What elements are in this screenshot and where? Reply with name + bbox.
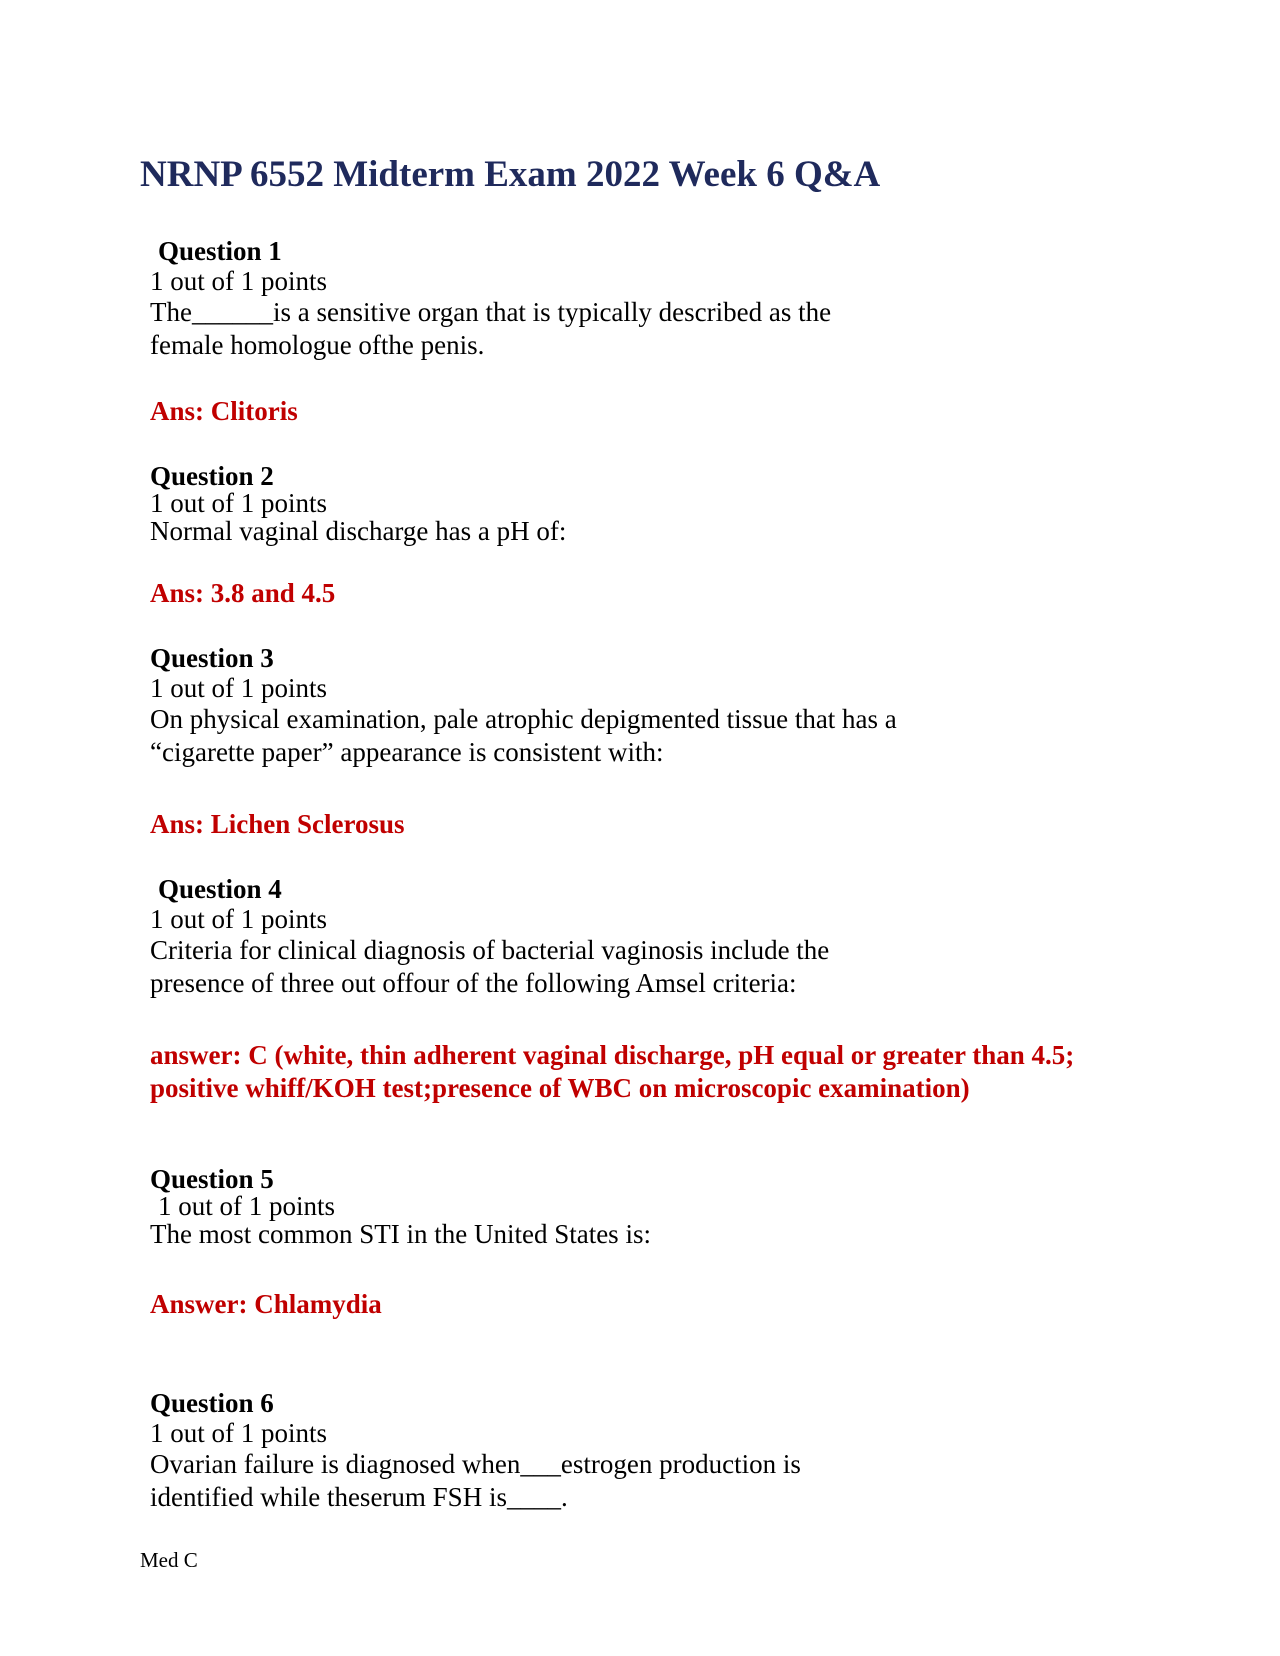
answer-4: answer: C (white, thin adherent vaginal discharge, pH equal or greater than 4.5; positive whiff/KOH test;presence of WBC on microscopic examination) — [150, 1040, 1075, 1103]
question-points: 1 out of 1 points — [150, 488, 328, 518]
question-1 — [150, 236, 1150, 362]
answer-3: Ans: Lichen Sclerosus — [150, 809, 405, 839]
question-heading: Question 2 — [150, 461, 274, 491]
question-heading: Question 5 — [150, 1164, 274, 1194]
answer-2: Ans: 3.8 and 4.5 — [150, 578, 336, 608]
answer-1: Ans: Clitoris — [150, 396, 298, 426]
question-text: Normal vaginal discharge has a pH of: — [150, 516, 567, 546]
page-footer: Med C — [140, 1548, 198, 1572]
question-text: The most common STI in the United States is: — [150, 1219, 651, 1249]
question-heading: Question 3 — [150, 643, 274, 673]
question-points: 1 out of 1 points — [158, 1191, 336, 1221]
question-heading: Question 6 — [150, 1388, 274, 1418]
question-points: 1 out of 1 points — [150, 673, 328, 703]
question-points: 1 out of 1 points — [150, 1418, 328, 1448]
question-points: 1 out of 1 points — [150, 904, 328, 934]
question-text: The______is a sensitive organ that is typically described as the female homologue ofthe penis. — [150, 297, 832, 360]
question-4 — [150, 874, 1150, 1000]
question-2 — [150, 461, 1150, 548]
answer-5: Answer: Chlamydia — [150, 1289, 382, 1319]
question-text: On physical examination, pale atrophic depigmented tissue that has a “cigarette paper” appearance is consistent with: — [150, 704, 897, 767]
question-6 — [150, 1388, 1150, 1514]
question-3 — [150, 643, 1150, 769]
document-title: NRNP 6552 Midterm Exam 2022 Week 6 Q&A — [140, 154, 881, 195]
question-text: Criteria for clinical diagnosis of bacterial vaginosis include the presence of three out offour of the following Amsel criteria: — [150, 935, 830, 998]
question-heading: Question 1 — [158, 236, 282, 266]
question-text: Ovarian failure is diagnosed when___estrogen production is identified while theserum FSH is____. — [150, 1449, 801, 1512]
question-points: 1 out of 1 points — [150, 266, 328, 296]
question-heading: Question 4 — [158, 874, 282, 904]
question-5 — [150, 1164, 1150, 1251]
